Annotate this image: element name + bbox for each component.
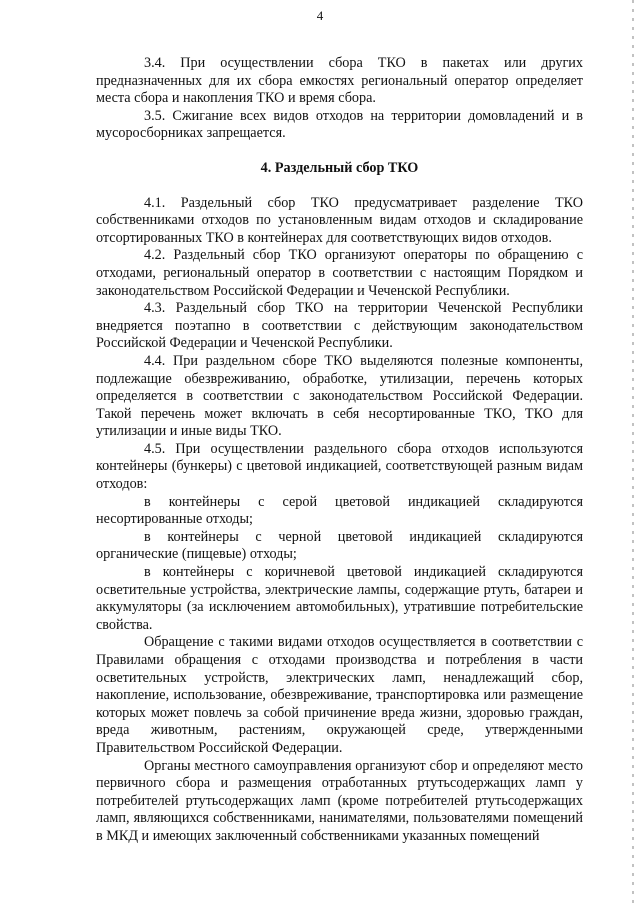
paragraph-black-containers: в контейнеры с черной цветовой индикацией складируются органические (пищевые) отходы; [96,528,583,563]
paragraph-brown-containers: в контейнеры с коричневой цветовой индикацией складируются осветительные устройства, электрические лампы, содержащие ртуть, батареи и аккумуляторы (за исключением автомобильных), утратившие потребительские свойства. [96,564,583,633]
paragraph-handling-rules: Обращение с такими видами отходов осуществляется в соответствии с Правилами обращения с отходами производства и потребления в части осветительных устройств, электрических ламп, ненадлежащий сбор, накопление, использование, обезвреживание, транспортировка или размещение которых может повлечь за собой причинение вреда жизни, здоровью граждан, вреда животным, растениям, окружающей среде, утвержденными Правительством Российской Федерации. [96,634,583,756]
section-heading: 4. Раздельный сбор ТКО [260,159,419,176]
paragraph-4-5: 4.5. При осуществлении раздельного сбора отходов используются контейнеры (бункеры) с цветовой индикацией, соответствующей разным видам отходов: [96,440,583,493]
paragraph-4-3: 4.3. Раздельный сбор ТКО на территории Чеченской Республики внедряется поэтапно в соответствии с действующим законодательством Российской Федерации и Чеченской Республики. [96,300,583,352]
paragraph-4-2: 4.2. Раздельный сбор ТКО организуют операторы по обращению с отходами, региональный оператор в соответствии с настоящим Порядком и законодательством Российской Федерации и Чеченской Республики. [96,247,583,299]
paragraph-3-5: 3.5. Сжигание всех видов отходов на территории домовладений и в мусоросборниках запрещается. [96,107,583,142]
paragraph-4-4: 4.4. При раздельном сборе ТКО выделяются полезные компоненты, подлежащие обезвреживанию, обработке, утилизации, перечень которых определяется в соответствии с законодательством Российской Федерации. Такой перечень может включать в себя несортированные ТКО, ТКО для утилизации и иные виды ТКО. [96,352,583,440]
page-number: 4 [316,8,324,23]
paragraph-local-authorities: Органы местного самоуправления организуют сбор и определяют место первичного сбора и размещения отработанных ртутьсодержащих ламп у потребителей ртутьсодержащих ламп (кроме потребителей ртутьсодержащих ламп, являющихся собственниками, нанимателями, пользователями помещений в МКД и имеющих заключенный собственниками указанных помещений [96,757,583,844]
document-body [96,55,583,846]
scan-edge-mark [632,0,634,905]
paragraph-4-1: 4.1. Раздельный сбор ТКО предусматривает разделение ТКО собственниками отходов по установленным видам отходов и складирование отсортированных ТКО в контейнерах для соответствующих видов отходов. [96,194,583,246]
paragraph-3-4: 3.4. При осуществлении сбора ТКО в пакетах или других предназначенных для их сбора емкостях региональный оператор определяет места сбора и накопления ТКО и время сбора. [96,55,583,107]
paragraph-grey-containers: в контейнеры с серой цветовой индикацией складируются несортированные отходы; [96,493,583,528]
